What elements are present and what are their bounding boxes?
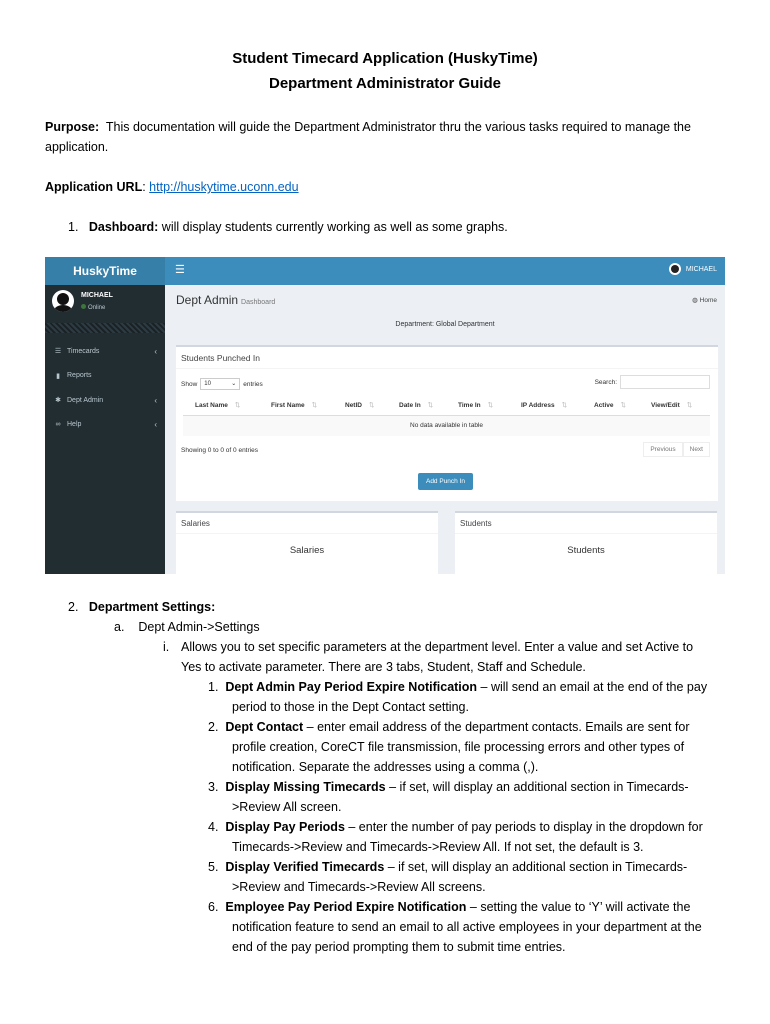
column-label: Date In bbox=[399, 402, 421, 409]
table-header bbox=[183, 395, 710, 416]
previous-button[interactable]: Previous bbox=[643, 442, 682, 457]
status-dot-icon bbox=[81, 304, 86, 309]
sidebar-item-label: Dept Admin bbox=[67, 396, 104, 404]
app-logo[interactable]: HuskyTime bbox=[45, 257, 165, 285]
purpose-paragraph-cont: application. bbox=[45, 140, 109, 154]
list-item-cont: Timecards->Review and Timecards->Review All. If not set, the default is 3. bbox=[232, 840, 644, 854]
user-name: MICHAEL bbox=[81, 292, 113, 299]
item-term: Display Missing Timecards bbox=[225, 780, 386, 794]
item-term: Dept Admin Pay Period Expire Notification bbox=[225, 680, 478, 694]
box-divider bbox=[455, 533, 717, 534]
dashboard-icon: ◍ bbox=[692, 297, 698, 304]
list-item bbox=[208, 897, 690, 917]
page-title-text: Dept Admin bbox=[176, 293, 239, 307]
app-url-link[interactable]: http://huskytime.uconn.edu bbox=[149, 180, 299, 194]
next-button[interactable]: Next bbox=[683, 442, 710, 457]
salaries-header: Salaries bbox=[181, 519, 210, 528]
item1-text: will display students currently working as well as some graphs. bbox=[161, 220, 508, 234]
item1-number: 1. bbox=[68, 220, 79, 234]
sidebar-item-label: Timecards bbox=[67, 347, 100, 355]
list-item-cont: notification feature to send an email to all active employees in your department at the bbox=[232, 920, 702, 934]
list-item-cont: profile creation, CoreCT file transmission, file processing errors and other types of bbox=[232, 740, 685, 754]
column-header-active[interactable] bbox=[594, 401, 626, 409]
top-user-menu[interactable] bbox=[669, 263, 717, 275]
home-link-label: Home bbox=[699, 297, 717, 304]
list-item-cont: >Review and Timecards->Review All screens. bbox=[232, 880, 486, 894]
column-label: Last Name bbox=[195, 402, 228, 409]
list-item bbox=[208, 857, 687, 877]
sort-icon: ⇅ bbox=[561, 402, 568, 409]
purpose-text: This documentation will guide the Department Administrator thru the various tasks required to manage the bbox=[105, 120, 691, 134]
column-label: Active bbox=[594, 402, 614, 409]
top-user-name: MICHAEL bbox=[685, 265, 717, 273]
column-header-last-name[interactable] bbox=[195, 401, 240, 409]
show-label: Show bbox=[181, 380, 198, 388]
user-panel bbox=[45, 285, 165, 323]
salaries-chart-title: Salaries bbox=[289, 545, 325, 556]
students-box bbox=[455, 511, 717, 574]
sidebar-menu bbox=[45, 339, 165, 437]
list-item bbox=[208, 717, 689, 737]
gear-icon: ✱ bbox=[55, 397, 61, 405]
search-input[interactable] bbox=[620, 375, 710, 389]
sidebar-item-help[interactable] bbox=[45, 413, 165, 438]
table-info: Showing 0 to 0 of 0 entries bbox=[181, 447, 258, 454]
sub-i-line1: Allows you to set specific parameters at the department level. Enter a value and set Active to bbox=[181, 640, 694, 654]
item-text: – enter email address of the department contacts. Emails are sent for bbox=[303, 720, 690, 734]
link-icon: ∞ bbox=[55, 421, 61, 429]
entries-select-value: 10 bbox=[204, 381, 211, 387]
app-url-line: Application URL: http://huskytime.uconn.edu bbox=[45, 180, 299, 194]
purpose-label: Purpose: bbox=[45, 120, 100, 134]
box-divider bbox=[176, 368, 718, 369]
user-status bbox=[81, 304, 105, 311]
column-label: View/Edit bbox=[651, 402, 680, 409]
column-header-ip-address[interactable] bbox=[521, 401, 567, 409]
chevron-left-icon: ‹ bbox=[154, 395, 157, 405]
column-header-time-in[interactable] bbox=[458, 401, 493, 409]
item-text: – if set, will display an additional section in Timecards- bbox=[384, 860, 688, 874]
hamburger-icon[interactable]: ☰ bbox=[175, 264, 185, 276]
list-icon: ☰ bbox=[54, 348, 62, 356]
column-header-first-name[interactable] bbox=[271, 401, 317, 409]
chevron-down-icon: ⌄ bbox=[231, 381, 237, 387]
item-term: Dept Contact bbox=[225, 720, 304, 734]
settings-heading bbox=[68, 597, 215, 617]
pagination bbox=[643, 442, 710, 457]
item-term: Employee Pay Period Expire Notification bbox=[225, 900, 467, 914]
search-label: Search: bbox=[594, 378, 617, 386]
entries-length-control bbox=[181, 378, 263, 390]
sidebar-search-stripe bbox=[45, 323, 165, 333]
item-number: 5. bbox=[208, 860, 219, 874]
sidebar-item-dept-admin[interactable] bbox=[45, 388, 165, 413]
book-icon: ▮ bbox=[56, 372, 60, 380]
sub-i-line2: Yes to activate parameter. There are 3 tabs, Student, Staff and Schedule. bbox=[181, 660, 586, 674]
chevron-left-icon: ‹ bbox=[154, 420, 157, 430]
item1 bbox=[68, 217, 508, 237]
sort-icon: ⇅ bbox=[368, 402, 375, 409]
settings-label: Department Settings: bbox=[88, 600, 216, 614]
settings-number: 2. bbox=[68, 600, 79, 614]
list-item-cont: notification. Separate the addresses using a comma (,). bbox=[232, 760, 539, 774]
sidebar-item-label: Help bbox=[67, 421, 82, 429]
item-text: – if set, will display an additional section in Timecards- bbox=[385, 780, 689, 794]
column-label: IP Address bbox=[521, 402, 555, 409]
list-item bbox=[208, 677, 707, 697]
item-text: – setting the value to ‘Y’ will activate the bbox=[466, 900, 691, 914]
item-term: Display Verified Timecards bbox=[225, 860, 385, 874]
item1-label: Dashboard: bbox=[88, 220, 159, 234]
sort-icon: ⇅ bbox=[427, 402, 434, 409]
item-number: 4. bbox=[208, 820, 219, 834]
add-punch-in-button[interactable]: Add Punch In bbox=[418, 473, 473, 490]
sort-icon: ⇅ bbox=[487, 402, 494, 409]
list-item-cont: end of the pay period prompting them to submit time entries. bbox=[232, 940, 566, 954]
sub-a-text: Dept Admin->Settings bbox=[138, 620, 260, 634]
box-title: Students Punched In bbox=[181, 353, 260, 363]
sidebar-item-timecards[interactable] bbox=[45, 339, 165, 364]
main-content bbox=[165, 285, 725, 574]
box-divider bbox=[176, 533, 438, 534]
item-number: 2. bbox=[208, 720, 219, 734]
item-text: – will send an email at the end of the pay bbox=[477, 680, 708, 694]
user-avatar-icon bbox=[52, 290, 74, 312]
item-number: 3. bbox=[208, 780, 219, 794]
column-label: Time In bbox=[458, 402, 481, 409]
students-punched-in-box bbox=[176, 345, 718, 501]
doc-subtitle: Department Administrator Guide bbox=[269, 75, 501, 92]
purpose-paragraph bbox=[45, 117, 691, 137]
column-header-view-edit[interactable] bbox=[651, 401, 692, 409]
user-status-text: Online bbox=[88, 305, 106, 311]
chevron-left-icon: ‹ bbox=[154, 346, 157, 356]
sub-i-marker: i. bbox=[163, 640, 170, 654]
home-link[interactable] bbox=[692, 296, 717, 304]
item-term: Display Pay Periods bbox=[225, 820, 345, 834]
sort-icon: ⇅ bbox=[311, 402, 318, 409]
dashboard-screenshot bbox=[45, 257, 725, 574]
item-number: 6. bbox=[208, 900, 219, 914]
item-text: – enter the number of pay periods to display in the dropdown for bbox=[344, 820, 703, 834]
department-label: Department: Global Department bbox=[395, 321, 495, 328]
entries-select[interactable] bbox=[200, 378, 240, 390]
column-header-date-in[interactable] bbox=[399, 401, 433, 409]
app-url-label: Application URL bbox=[45, 180, 143, 194]
table-row: No data available in table bbox=[183, 416, 710, 436]
sidebar-item-label: Reports bbox=[67, 372, 92, 380]
students-header: Students bbox=[460, 519, 492, 528]
sort-icon: ⇅ bbox=[686, 402, 693, 409]
sidebar-item-reports[interactable] bbox=[45, 364, 165, 389]
sub-a-marker: a. bbox=[114, 620, 125, 634]
list-item-cont: period to those in the Dept Contact setting. bbox=[232, 700, 469, 714]
item-number: 1. bbox=[208, 680, 219, 694]
list-item-cont: >Review All screen. bbox=[232, 800, 342, 814]
top-navbar bbox=[45, 257, 725, 285]
students-chart-title: Students bbox=[567, 545, 605, 556]
avatar bbox=[669, 263, 681, 275]
page-subtitle: Dashboard bbox=[241, 299, 276, 306]
column-label: First Name bbox=[271, 402, 305, 409]
page-title bbox=[176, 293, 275, 307]
settings-sub-a bbox=[114, 617, 260, 637]
sidebar bbox=[45, 285, 165, 574]
table-search bbox=[595, 375, 710, 389]
salaries-box bbox=[176, 511, 438, 574]
sort-icon: ⇅ bbox=[234, 402, 241, 409]
list-item bbox=[208, 777, 689, 797]
list-item bbox=[208, 817, 703, 837]
column-label: NetID bbox=[345, 402, 362, 409]
sort-icon: ⇅ bbox=[620, 402, 626, 409]
doc-title: Student Timecard Application (HuskyTime) bbox=[232, 50, 538, 67]
entries-label: entries bbox=[243, 380, 263, 388]
column-header-netid[interactable] bbox=[345, 401, 374, 409]
